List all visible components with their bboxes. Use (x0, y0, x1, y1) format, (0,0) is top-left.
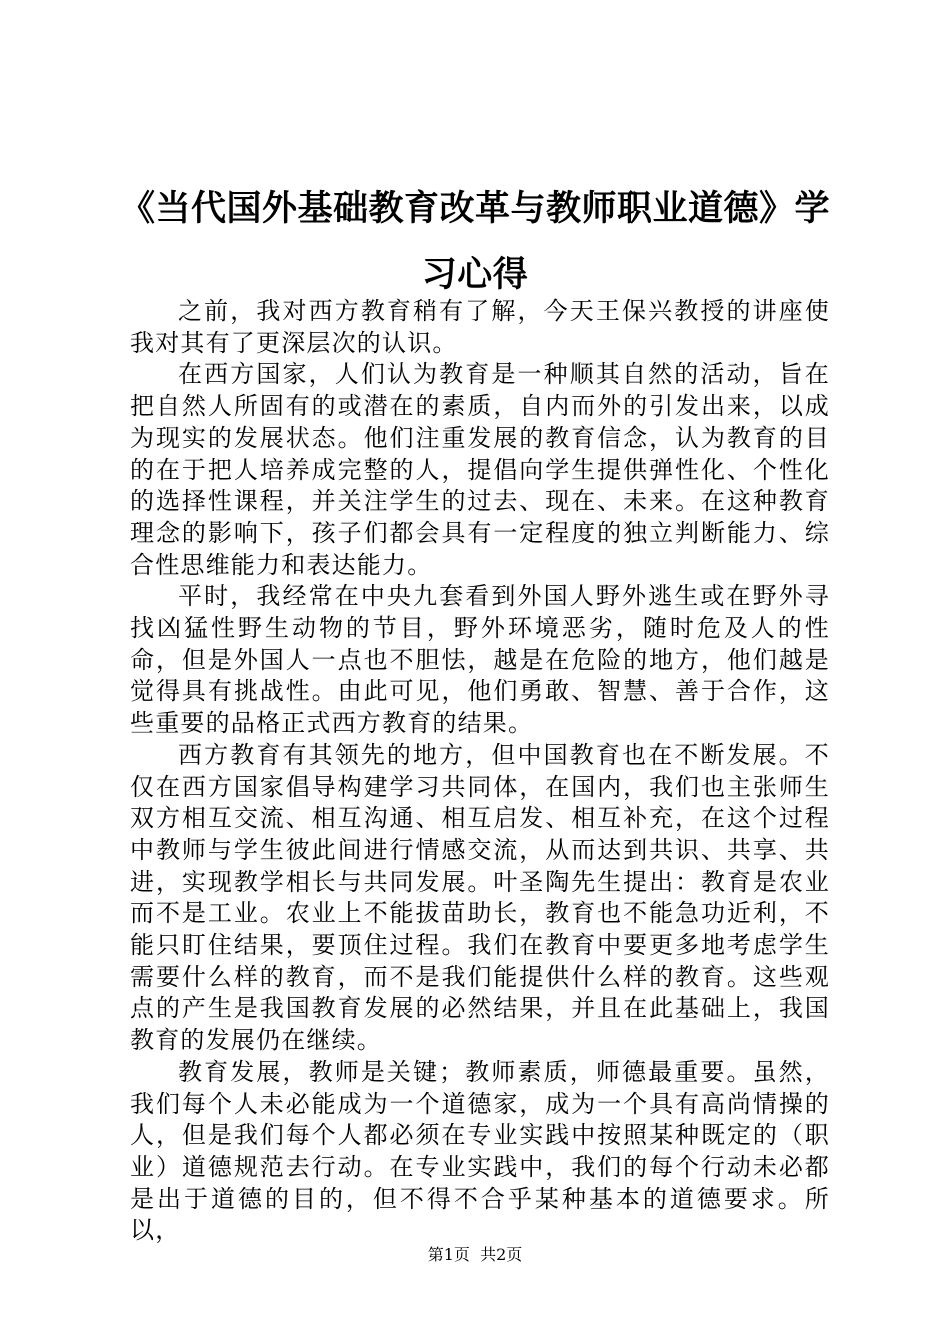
paragraph: 平时，我经常在中央九套看到外国人野外逃生或在野外寻找凶猛性野生动物的节目，野外环境恶劣，随时危及人的性命，但是外国人一点也不胆怯，越是在危险的地方，他们越是觉得具有挑战性。由此可见，他们勇敢、智慧、善于合作，这些重要的品格正式西方教育的结果。 (130, 582, 830, 738)
paragraph: 在西方国家，人们认为教育是一种顺其自然的活动，旨在把自然人所固有的或潜在的素质，自内而外的引发出来，以成为现实的发展状态。他们注重发展的教育信念，认为教育的目的在于把人培养成完整的人，提倡向学生提供弹性化、个性化的选择性课程，并关注学生的过去、现在、未来。在这种教育理念的影响下，孩子们都会具有一定程度的独立判断能力、综合性思维能力和表达能力。 (130, 360, 830, 579)
page-number: 第1页 共2页 (427, 1245, 523, 1264)
document-body (130, 296, 830, 1247)
paragraph: 西方教育有其领先的地方，但中国教育也在不断发展。不仅在西方国家倡导构建学习共同体，在国内，我们也主张师生双方相互交流、相互沟通、相互启发、相互补充，在这个过程中教师与学生彼此间进行情感交流，从而达到共识、共享、共进，实现教学相长与共同发展。叶圣陶先生提出：教育是农业而不是工业。农业上不能拔苗助长，教育也不能急功近利，不能只盯住结果，要顶住过程。我们在教育中要更多地考虑学生需要什么样的教育，而不是我们能提供什么样的教育。这些观点的产生是我国教育发展的必然结果，并且在此基础上，我国教育的发展仍在继续。 (130, 740, 830, 1055)
paragraph: 之前，我对西方教育稍有了解，今天王保兴教授的讲座使我对其有了更深层次的认识。 (130, 297, 830, 357)
page-footer (0, 1245, 950, 1265)
paragraph: 教育发展，教师是关键；教师素质，师德最重要。虽然，我们每个人未必能成为一个道德家，成为一个具有高尚情操的人，但是我们每个人都必须在专业实践中按照某种既定的（职业）道德规范去行动。在专业实践中，我们的每个行动未必都是出于道德的目的，但不得不合乎某种基本的道德要求。所以， (130, 1057, 830, 1245)
document-title: 《当代国外基础教育改革与教师职业道德》学习心得 (119, 189, 830, 295)
